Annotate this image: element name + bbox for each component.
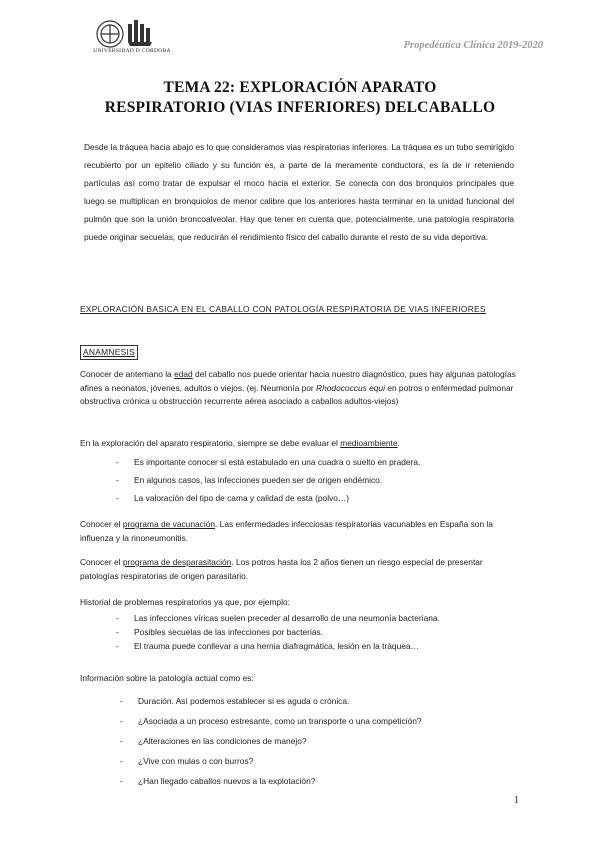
desparasitacion-pre: Conocer el (80, 557, 123, 567)
dash-marker: - (116, 627, 119, 637)
dash-marker: - (120, 736, 123, 746)
list-item: - La valoración del tipo de cama y calidad de esta (polvo…) (116, 493, 350, 503)
university-logo (90, 16, 170, 62)
edad-pre: Conocer de antemano la (80, 369, 175, 379)
list-item: - ¿Alteraciones en las condiciones de manejo? (120, 736, 307, 746)
list-item: - En algunos casos, las infecciones pueden ser de origen endémico. (116, 475, 383, 485)
dash-marker: - (120, 776, 123, 786)
page-number: 1 (514, 795, 519, 806)
list-item: - ¿Han llegado caballos nuevos a la explotación? (120, 776, 316, 786)
intro-paragraph: Desde la tráquea hacia abajo es lo que consideramos vias respiratorias inferiores. La tráquea es un tubo semirígido recubierto por un epitelio ciliado y su función es, a parte de la meramente conductora, es la de ir reteniendo partículas así como tratar de expulsar el moco hacia el exterior. Se conecta con dos bronquios principales que luego se multiplican en bronquiolos de menor calibre que los anteriores hasta terminar en la unidad funcional del pulmón que son la unión broncoalveolar. Hay que tener en cuenta que, potencialmente, una patología respiratoria puede originar secuelas, que reducirán el rendimiento físico del caballo durante el resto de su vida deportiva. (84, 142, 514, 243)
edad-post: en potros o enfermedad pulmonar obstructiva crónica u obstrucción recurrente aérea asociado a caballos adultos-viejos) (80, 382, 514, 406)
section-heading: EXPLORACIÓN BASICA EN EL CABALLO CON PATOLOGÍA RESPIRATORIA DE VIAS INFERIORES (80, 304, 486, 314)
desparasitacion-link: programa de desparasitación (122, 557, 232, 567)
medio-pre: En la exploración del aparato respiratorio, siempre se debe evaluar el (80, 438, 341, 448)
dash-marker: - (116, 613, 119, 623)
dash-marker: - (116, 457, 119, 467)
vacunacion-pre: Conocer el (80, 519, 123, 529)
list-item: - El trauma puede conllevar a una hernia diafragmática, lesión en la tráquea… (116, 641, 419, 651)
edad-mid: del caballo nos puede orientar hacia nuestro diagnóstico, pues hay algunas patologías afines a neonatos, jóvenes, adultos o viejos. (ej. Neumonía por (80, 369, 516, 393)
historial-lead: Historial de problemas respiratorios ya que, por ejemplo: (80, 597, 290, 607)
dash-marker: - (116, 493, 119, 503)
edad-paragraph (80, 368, 520, 409)
historial-list (116, 613, 554, 655)
vacunacion-post: . Las enfermedades infecciosas respiratorias vacunables en España son la influenza y la rinoneumonitis. (80, 519, 493, 543)
actual-lead: Información sobre la patología actual como es: (80, 673, 254, 683)
desparasitacion-post: . Los potros hasta los 2 años tienen un riesgo especial de presentar patologías respiratorias de origen parasitario. (80, 557, 483, 581)
list-item: - Es importante conocer si está estabulado en una cuadra o suelto en pradera. (116, 457, 421, 467)
list-item: - Las infecciones víricas suelen preceder al desarrollo de una neumonía bacteriana. (116, 613, 440, 623)
vacunacion-paragraph (80, 518, 520, 545)
dash-marker: - (116, 475, 119, 485)
medio-list (116, 457, 554, 511)
course-header: Propedéutica Clínica 2019-2020 (403, 40, 543, 51)
anamnesis-label: ANAMNESIS (80, 345, 138, 360)
dash-marker: - (120, 696, 123, 706)
edad-italic: Rhodococcus equi (316, 382, 385, 393)
list-item: - ¿Asociada a un proceso estresante, como un transporte o una competición? (120, 716, 422, 726)
list-item: - ¿Vive con mulas o con burros? (120, 756, 254, 766)
logo-caption: UNIVERSIDAD D CÓRDOBA (93, 48, 171, 54)
desparasitacion-paragraph (80, 556, 520, 583)
list-item: - Posibles secuelas de las infecciones por bacterias. (116, 627, 324, 637)
list-item: - Duración. Así podemos establecer si es aguda o crónica. (120, 696, 350, 706)
medio-link: medioambiente (340, 438, 398, 448)
dash-marker: - (116, 641, 119, 651)
title-line-2: RESPIRATORIO (VIAS INFERIORES) DELCABALLO (104, 99, 496, 116)
dash-marker: - (120, 756, 123, 766)
medio-paragraph (80, 437, 520, 451)
title-line-1: TEMA 22: EXPLORACIÓN APARATO (163, 79, 437, 96)
dash-marker: - (120, 716, 123, 726)
vacunacion-link: programa de vacunación (122, 519, 216, 529)
page-title (60, 78, 540, 118)
edad-link: edad (174, 369, 193, 379)
actual-list (120, 696, 558, 796)
medio-post: . (397, 438, 400, 448)
